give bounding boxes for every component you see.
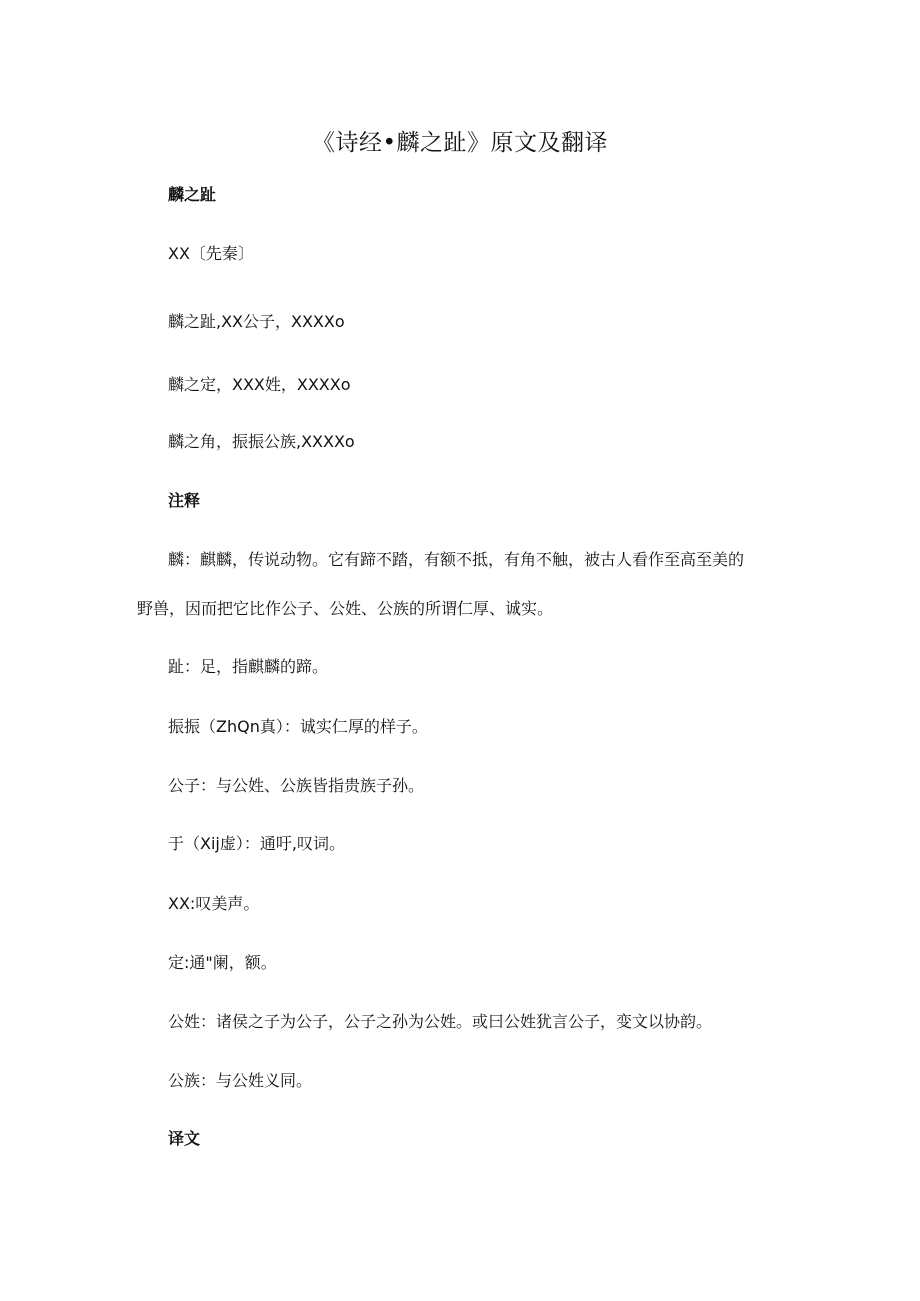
- note-gongzi: 公子：与公姓、公族皆指贵族子孙。: [168, 776, 425, 795]
- note-xx: XX:叹美声。: [168, 894, 260, 913]
- author-line: XX〔先秦〕: [168, 244, 254, 263]
- note-ding: 定:通"阑，额。: [168, 953, 277, 972]
- note-lin-line-1: 麟：麒麟，传说动物。它有蹄不踏，有额不抵，有角不触，被古人看作至高至美的: [168, 550, 745, 569]
- document-title: 《诗经•麟之趾》原文及翻译: [311, 130, 609, 156]
- note-zhi: 趾：足，指麒麟的蹄。: [168, 657, 329, 676]
- notes-heading: 注释: [168, 491, 201, 510]
- poem-line-2: 麟之定，XXX姓，XXXXo: [168, 375, 351, 394]
- poem-line-3: 麟之角，振振公族,XXXXo: [168, 432, 355, 451]
- translation-heading: 译文: [168, 1129, 201, 1148]
- note-yu: 于（Xij虚）：通吁,叹词。: [168, 834, 345, 853]
- note-gongzu: 公族：与公姓义同。: [168, 1071, 313, 1090]
- note-gongxing: 公姓：诸侯之子为公子，公子之孙为公姓。或曰公姓犹言公子，变文以协韵。: [168, 1012, 713, 1031]
- poem-heading: 麟之趾: [168, 185, 217, 204]
- note-lin-line-2: 野兽，因而把它比作公子、公姓、公族的所谓仁厚、诚实。: [137, 599, 554, 618]
- poem-line-1: 麟之趾,XX公子，XXXXo: [168, 312, 345, 331]
- note-zhenzhen: 振振（ZhQn真）：诚实仁厚的样子。: [168, 717, 428, 736]
